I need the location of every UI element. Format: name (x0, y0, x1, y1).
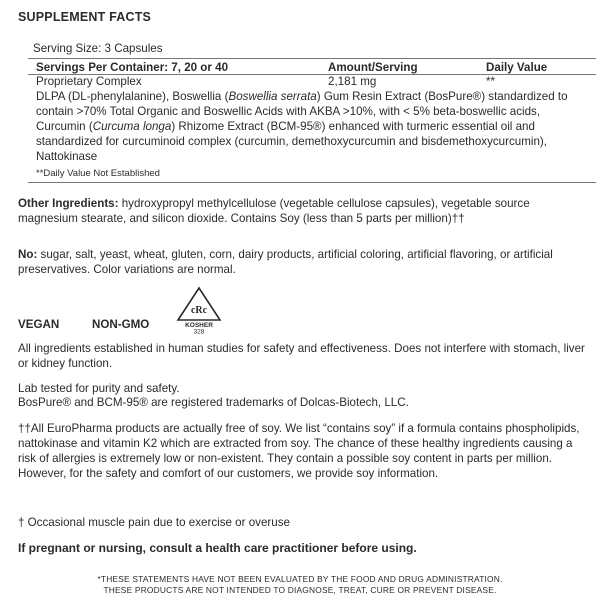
proprietary-complex-amount: 2,181 mg (328, 75, 377, 88)
serving-size: Serving Size: 3 Capsules (33, 42, 163, 55)
kosher-mark-text: cRc (190, 305, 208, 316)
disclaimer-line-2: THESE PRODUCTS ARE NOT INTENDED TO DIAGNOSE, TREAT, CURE OR PREVENT DISEASE. (103, 585, 497, 595)
desc-part: ) Rhizome Extract (BCM-95®) enhanced with turmeric essential oil and standardized for curcuminoid complex (curcumin, demethoxycurcumin and bisdemethoxycurcumin), Nattokinase (36, 120, 547, 163)
no-list-label: No: (18, 248, 38, 261)
kosher-triangle-icon (174, 286, 224, 334)
disclaimer-line-1: *THESE STATEMENTS HAVE NOT BEEN EVALUATED BY THE FOOD AND DRUG ADMINISTRATION. (97, 574, 503, 584)
other-ingredients-label: Other Ingredients: (18, 197, 119, 210)
daily-value-header: Daily Value (486, 61, 548, 74)
amount-serving-header: Amount/Serving (328, 61, 418, 74)
kosher-certification (174, 286, 224, 334)
established-statement: All ingredients established in human studies for safety and effectiveness. Does not interfere with stomach, liver or kidney function. (18, 342, 585, 370)
desc-italic-curcuma: Curcuma longa (92, 120, 172, 133)
daily-value-footnote: **Daily Value Not Established (36, 168, 160, 179)
vegan-badge: VEGAN (18, 318, 60, 331)
pregnant-warning: If pregnant or nursing, consult a health care practitioner before using. (18, 541, 417, 555)
kosher-code: 328 (193, 328, 205, 334)
table-bottom-rule (28, 182, 596, 183)
lab-tested-statement: Lab tested for purity and safety. (18, 382, 180, 395)
no-list (18, 247, 588, 277)
trademarks-statement: BosPure® and BCM-95® are registered trademarks of Dolcas-Biotech, LLC. (18, 396, 409, 409)
dagger-note: † Occasional muscle pain due to exercise or overuse (18, 516, 290, 529)
servings-per-container-header: Servings Per Container: 7, 20 or 40 (36, 61, 229, 74)
soy-note: ††All EuroPharma products are actually free of soy. We list “contains soy” if a formula contains phospholipids, nattokinase and vitamin K2 which are extracted from soy. The chance of these healthy ingredients causing a risk of allergies is extremely low or non-existent. They contain a possible soy content in parts per million. However, for the safety and comfort of our customers, we provide soy information. (18, 422, 580, 480)
other-ingredients (18, 196, 588, 226)
kosher-word: KOSHER (185, 322, 213, 329)
fda-disclaimer (0, 574, 600, 596)
non-gmo-badge: NON-GMO (92, 318, 150, 331)
proprietary-complex-description (36, 89, 591, 164)
desc-italic-boswellia: Boswellia serrata (228, 90, 317, 103)
no-list-text: sugar, salt, yeast, wheat, gluten, corn, dairy products, artificial coloring, artificial flavoring, or artificial preservatives. Color variations are normal. (18, 248, 553, 276)
desc-part: DLPA (DL-phenylalanine), Boswellia ( (36, 90, 229, 103)
other-ingredients-text: hydroxypropyl methylcellulose (vegetable cellulose capsules), vegetable source magnesium stearate, and silicon dioxide. Contains Soy (less than 5 parts per million)†† (18, 197, 530, 225)
supplement-facts-title: SUPPLEMENT FACTS (18, 10, 152, 24)
proprietary-complex-name: Proprietary Complex (36, 75, 142, 88)
proprietary-complex-daily-value: ** (486, 75, 496, 88)
table-top-rule (28, 58, 596, 59)
desc-part: ) Gum Resin Extract (BosPure®) standardized to contain >70% Total Organic and Boswellic Acids with AKBA >10%, with < 5% beta-boswellic acids, Curcumin ( (36, 90, 568, 133)
